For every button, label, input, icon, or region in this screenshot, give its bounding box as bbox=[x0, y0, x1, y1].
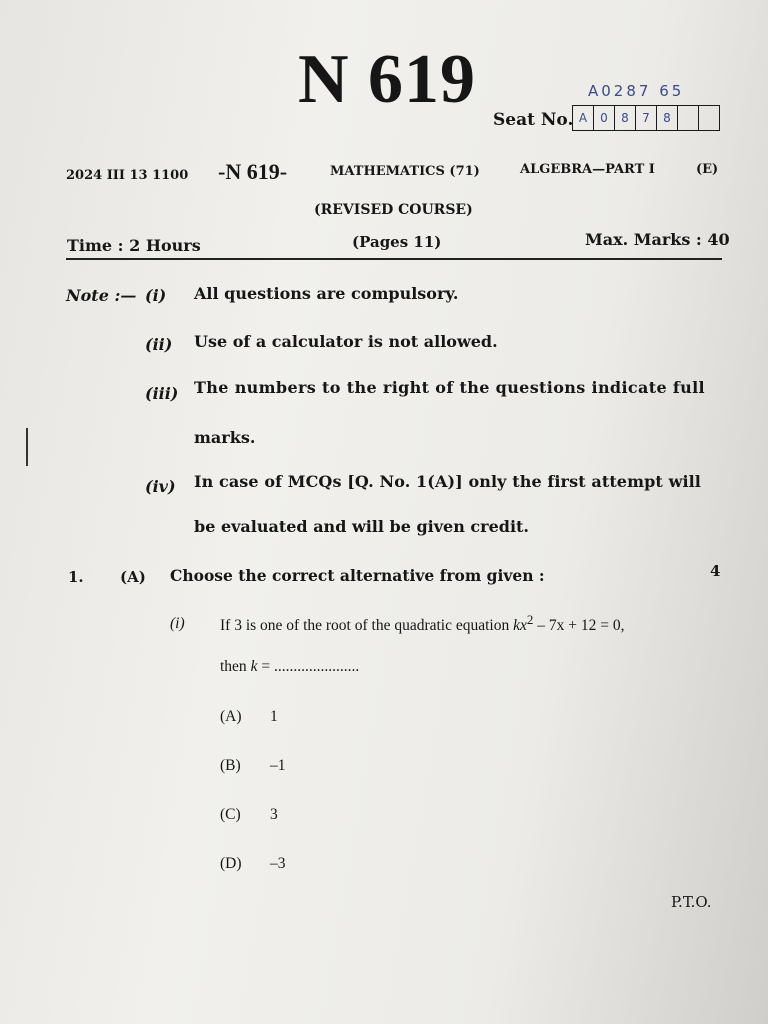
subquestion-line2 bbox=[220, 658, 359, 676]
subquestion-text bbox=[220, 612, 624, 635]
seat-box: A bbox=[573, 106, 594, 130]
question-instruction: Choose the correct alternative from given : bbox=[170, 566, 545, 585]
medium: (E) bbox=[696, 162, 719, 177]
note-text: In case of MCQs [Q. No. 1(A)] only the first attempt will bbox=[194, 472, 701, 491]
question-marks: 4 bbox=[710, 562, 721, 580]
seat-box: 7 bbox=[636, 106, 657, 130]
option-label: (D) bbox=[220, 855, 242, 872]
meta-line: 2024 III 13 1100 bbox=[66, 168, 189, 183]
seat-box: 8 bbox=[657, 106, 678, 130]
line2-prefix: then bbox=[220, 658, 251, 675]
option-value: –1 bbox=[270, 757, 286, 774]
option-label: (C) bbox=[220, 806, 241, 823]
question-part: (A) bbox=[120, 568, 146, 586]
option-value: –3 bbox=[270, 855, 286, 872]
equation-variable: x bbox=[520, 617, 527, 635]
option-label: (B) bbox=[220, 757, 241, 774]
line2-suffix: = ...................... bbox=[257, 658, 360, 675]
time: Time : 2 Hours bbox=[67, 236, 201, 255]
pages: (Pages 11) bbox=[352, 233, 442, 251]
header-divider bbox=[66, 258, 722, 260]
question-number: 1. bbox=[68, 568, 84, 586]
option-value: 3 bbox=[270, 806, 278, 823]
paper-code-title: N 619 bbox=[298, 41, 477, 118]
equation-rest: – 7x + 12 = 0, bbox=[533, 617, 625, 635]
note-text: be evaluated and will be given credit. bbox=[194, 517, 529, 536]
seat-handwritten-number: A0287 65 bbox=[588, 82, 685, 100]
note-number: (ii) bbox=[145, 335, 173, 354]
line2-variable: k bbox=[250, 658, 258, 675]
margin-mark bbox=[26, 428, 28, 466]
note-text: All questions are compulsory. bbox=[194, 284, 459, 303]
seat-label: Seat No. bbox=[493, 110, 574, 130]
note-text: The numbers to the right of the questions indicate full bbox=[194, 378, 705, 397]
subject: MATHEMATICS (71) bbox=[330, 164, 480, 179]
pto-label: P.T.O. bbox=[671, 893, 712, 911]
max-marks: Max. Marks : 40 bbox=[585, 230, 730, 249]
paper-code-inline: -N 619- bbox=[218, 159, 288, 184]
note-number: (i) bbox=[145, 286, 167, 305]
option-value: 1 bbox=[270, 708, 278, 725]
seat-number-boxes bbox=[572, 105, 720, 131]
seat-box: 8 bbox=[615, 106, 636, 130]
subquestion-text-part: If 3 is one of the root of the quadratic equation bbox=[220, 617, 514, 635]
note-text: Use of a calculator is not allowed. bbox=[194, 332, 498, 351]
note-number: (iii) bbox=[145, 384, 179, 403]
seat-box: 0 bbox=[594, 106, 615, 130]
note-number: (iv) bbox=[145, 477, 176, 496]
equation-coefficient: k bbox=[513, 617, 521, 635]
seat-box bbox=[699, 106, 719, 130]
seat-box bbox=[678, 106, 699, 130]
option-label: (A) bbox=[220, 708, 242, 725]
course: (REVISED COURSE) bbox=[314, 202, 473, 218]
equation-exponent: 2 bbox=[526, 612, 534, 627]
part-title: ALGEBRA—PART I bbox=[520, 162, 655, 177]
note-text: marks. bbox=[194, 428, 256, 447]
subquestion-number: (i) bbox=[170, 615, 185, 632]
note-label: Note :— bbox=[66, 286, 137, 305]
